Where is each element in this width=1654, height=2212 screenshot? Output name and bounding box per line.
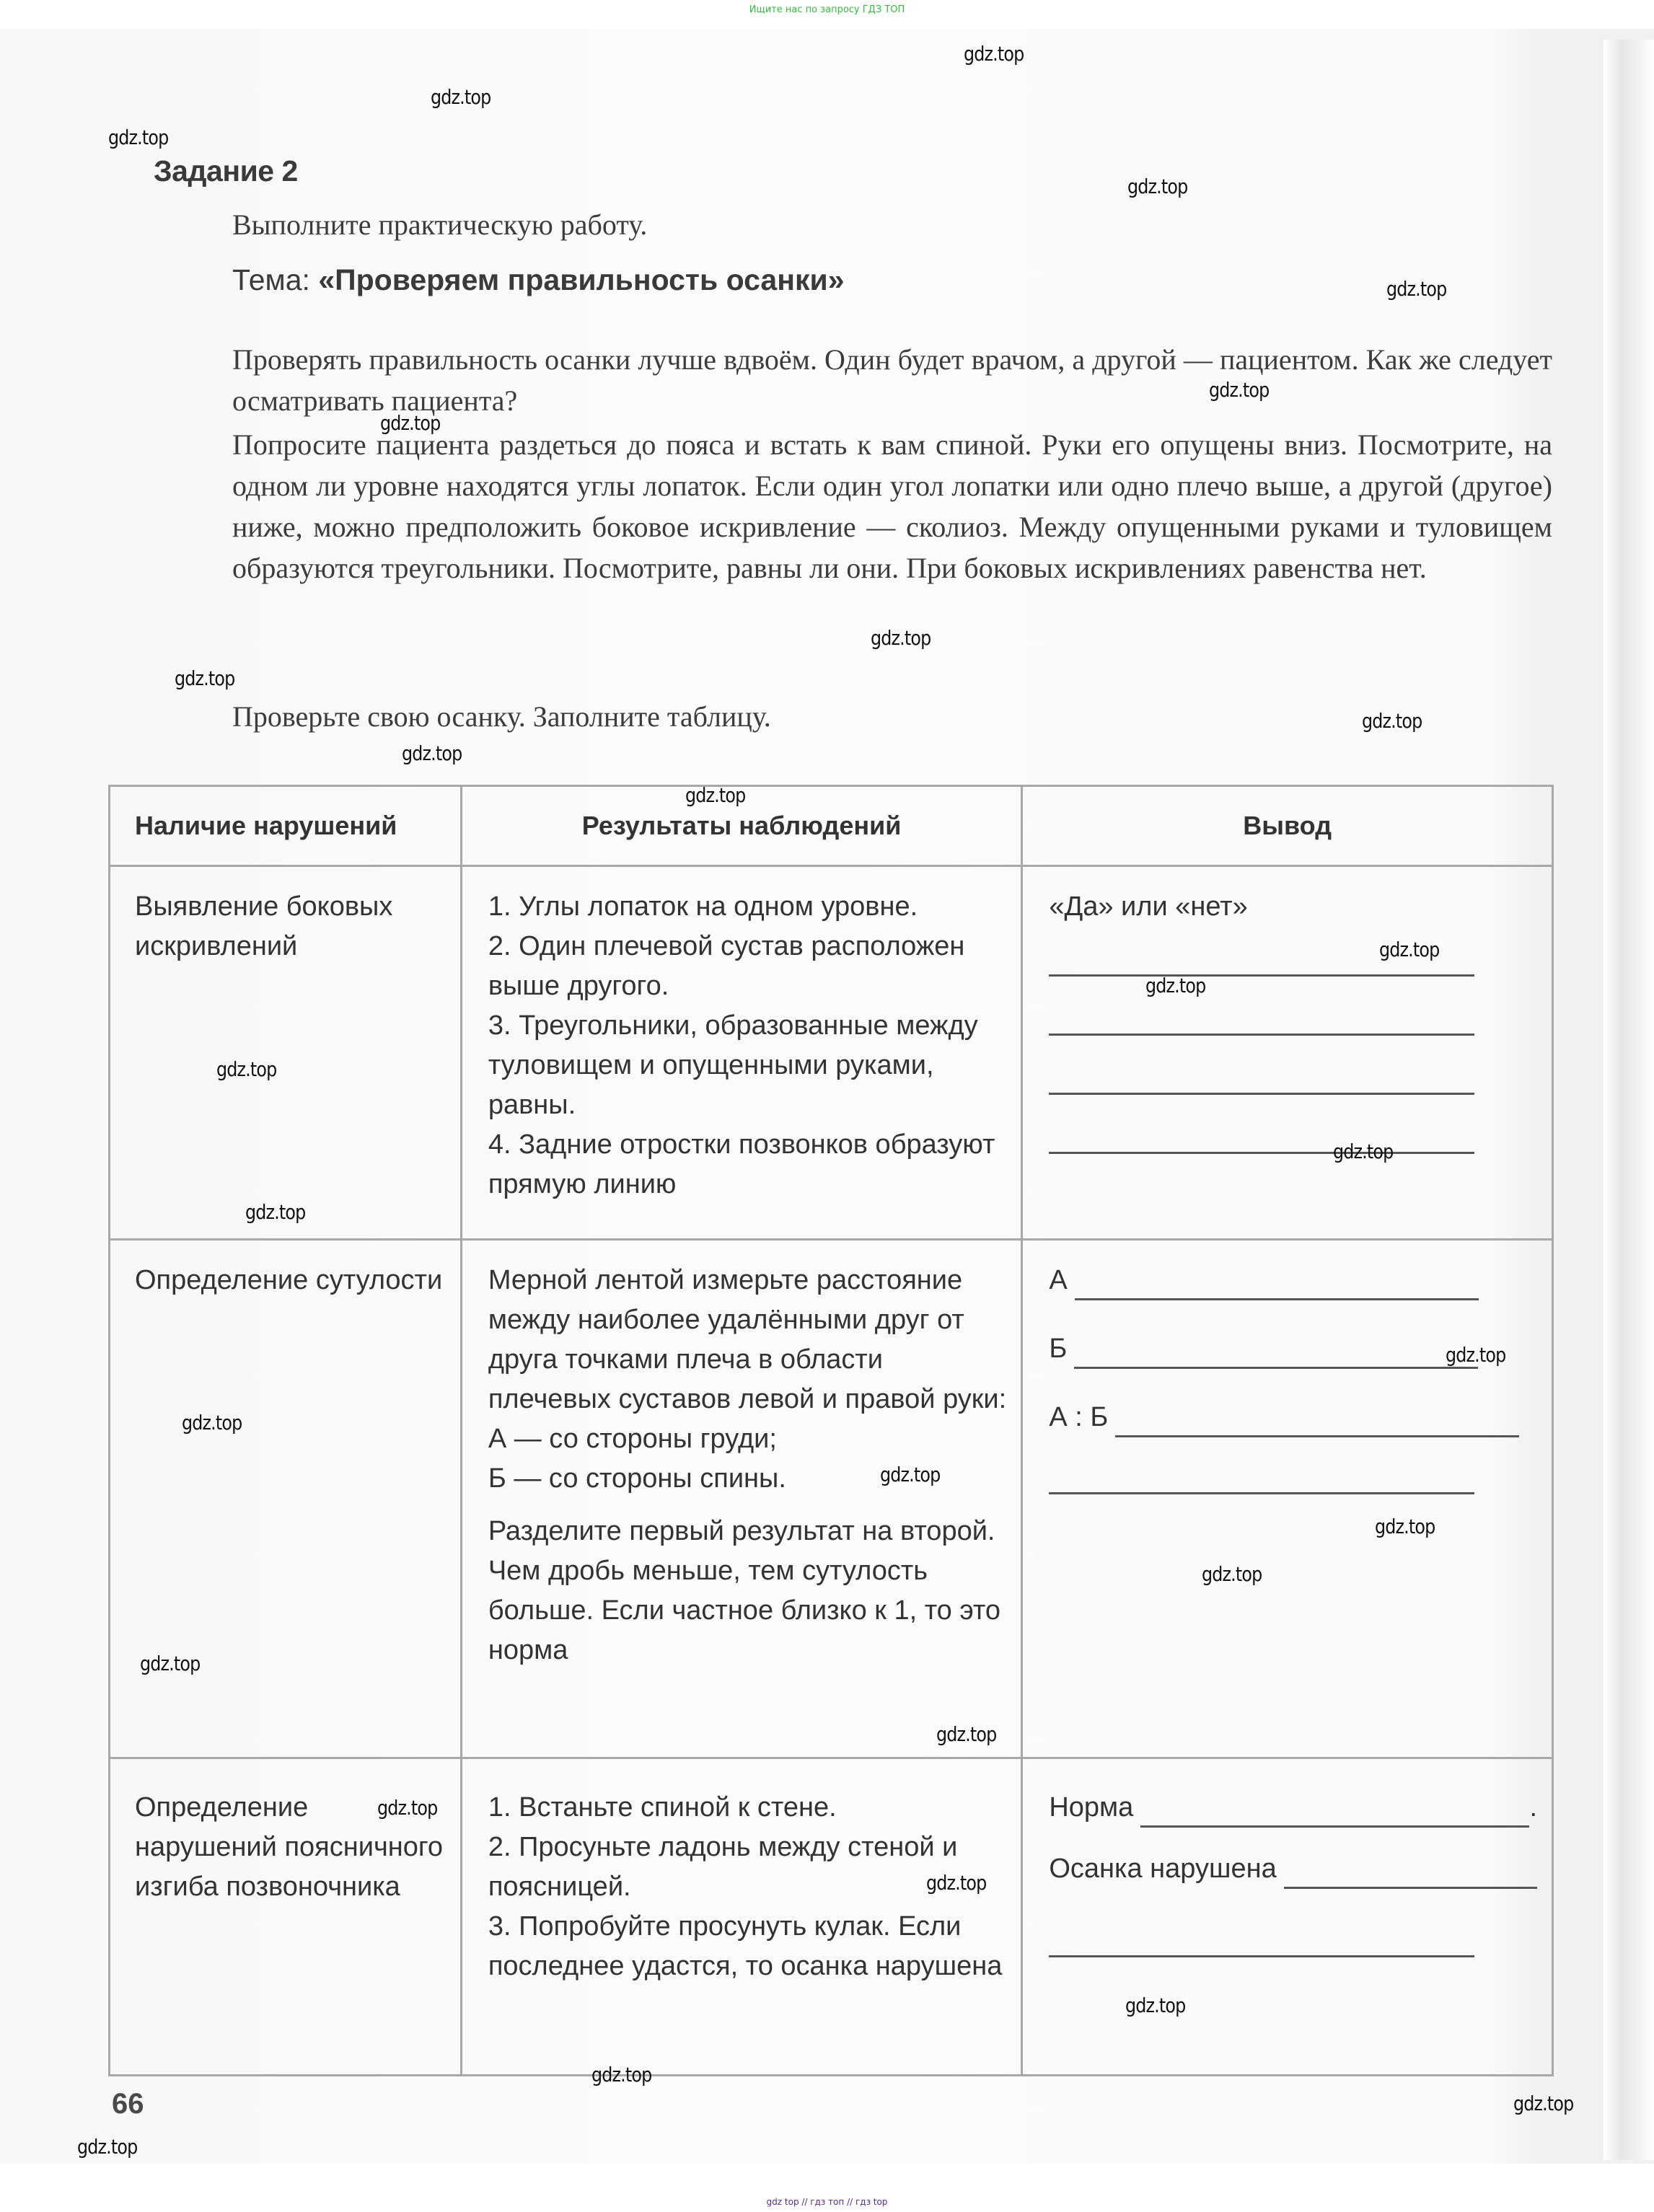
- field-a[interactable]: [1049, 1261, 1537, 1300]
- observation-item: 2. Один плечевой сустав расположен выше другого.: [488, 931, 965, 1001]
- field-ratio[interactable]: [1049, 1398, 1537, 1437]
- field-violated-label: Осанка нарушена: [1049, 1854, 1277, 1884]
- observation-item: 3. Треугольники, образованные между туловищем и опущенными руками, равны.: [488, 1010, 978, 1120]
- header-observations: Результаты наблюдений: [461, 786, 1022, 866]
- watermark: gdz.top: [1202, 1562, 1262, 1586]
- table-row: [110, 1240, 1553, 1758]
- header-violations: Наличие нарушений: [110, 786, 462, 866]
- watermark: gdz.top: [140, 1652, 201, 1675]
- watermark: gdz.top: [175, 666, 235, 690]
- watermark: gdz.top: [1446, 1343, 1506, 1367]
- watermark: gdz.top: [1513, 2092, 1574, 2115]
- table-row: [110, 866, 1553, 1240]
- field-ratio-blank[interactable]: [1115, 1406, 1519, 1437]
- watermark: gdz.top: [1375, 1515, 1435, 1538]
- observation-item: Мерной лентой измерьте расстояние между наиболее удалёнными друг от друга точками плеча в области плечевых суставов левой и правой руки:: [488, 1265, 1007, 1414]
- procedure-paragraph: Попросите пациента раздеться до пояса и встать к вам спиной. Руки его опущены вниз. Посмотрите, на одном ли уровне находятся углы лопаток. Если один угол лопатки или одно плечо выше, а другой (другое) ниже, можно предположить боковое искривление — сколиоз. Между опущенными руками и туловищем образуются треугольники. Посмотрите, равны ли они. При боковых искривлениях равенства нет.: [232, 428, 1552, 584]
- violation-cell: Выявление боковых искривлений: [110, 866, 462, 1240]
- watermark: gdz.top: [77, 2135, 138, 2159]
- violation-cell: Определение нарушений поясничного изгиба позвоночника: [110, 1758, 462, 2076]
- answer-blank-extra[interactable]: [1049, 1918, 1474, 1957]
- topic-heading: [232, 263, 845, 297]
- observation-item: 1. Углы лопаток на одном уровне.: [488, 891, 918, 922]
- watermark: gdz.top: [926, 1871, 987, 1895]
- field-norm-blank[interactable]: [1140, 1797, 1529, 1828]
- field-norm-label: Норма: [1049, 1792, 1134, 1823]
- observation-item: 3. Попробуйте просунуть кулак. Если последнее удастся, то осанка нарушена: [488, 1911, 1003, 1981]
- field-a-blank[interactable]: [1075, 1269, 1479, 1300]
- observation-item: А — со стороны груди;: [488, 1424, 777, 1454]
- watermark: gdz.top: [1362, 709, 1422, 733]
- observation-item: Разделите первый результат на второй. Чем дробь меньше, тем сутулость больше. Если частное близко к 1, то это норма: [488, 1516, 1001, 1665]
- watermark: gdz.top: [380, 411, 441, 435]
- field-norm-end: .: [1529, 1792, 1537, 1823]
- task-title: Задание 2: [154, 154, 298, 188]
- answer-blank-extra[interactable]: [1049, 1455, 1474, 1494]
- topic-label: Тема:: [232, 263, 310, 296]
- watermark: gdz.top: [964, 42, 1024, 66]
- spacer: [488, 1499, 1007, 1512]
- header-conclusion: Вывод: [1022, 786, 1553, 866]
- observation-item: 2. Просуньте ладонь между стеной и поясницей.: [488, 1832, 958, 1902]
- conclusion-cell: [1022, 866, 1553, 1240]
- watermark: gdz.top: [377, 1796, 438, 1820]
- table-instruction: Проверьте свою осанку. Заполните таблицу.: [232, 700, 771, 733]
- watermark: gdz.top: [108, 125, 169, 149]
- observations-cell: [461, 1758, 1022, 2076]
- field-violated-blank[interactable]: [1284, 1858, 1537, 1889]
- watermark: gdz.top: [431, 85, 491, 109]
- table-row: [110, 1758, 1553, 2076]
- field-b-blank[interactable]: [1074, 1338, 1478, 1369]
- watermark: gdz.top: [880, 1463, 941, 1486]
- observations-cell: [461, 866, 1022, 1240]
- watermark: gdz.top: [182, 1411, 242, 1435]
- field-ratio-label: А : Б: [1049, 1402, 1109, 1432]
- watermark: gdz.top: [245, 1200, 306, 1224]
- posture-table: [108, 785, 1554, 2076]
- page-number: 66: [112, 2088, 144, 2120]
- watermark: gdz.top: [1145, 974, 1206, 997]
- answer-blank-4[interactable]: [1049, 1114, 1474, 1154]
- observations-cell: [461, 1240, 1022, 1758]
- watermark: gdz.top: [1333, 1140, 1394, 1163]
- field-violated[interactable]: [1049, 1849, 1537, 1889]
- watermark: gdz.top: [871, 626, 931, 650]
- watermark: gdz.top: [1209, 378, 1270, 402]
- observation-item: 4. Задние отростки позвонков образуют прямую линию: [488, 1129, 995, 1199]
- table-header-row: [110, 786, 1553, 866]
- watermark: gdz.top: [1127, 175, 1188, 198]
- topic-title: «Проверяем правильность осанки»: [318, 263, 845, 296]
- watermark: gdz.top: [685, 783, 746, 807]
- conclusion-cell: [1022, 1758, 1553, 2076]
- violation-cell: Определение сутулости: [110, 1240, 462, 1758]
- watermark: gdz.top: [402, 741, 462, 765]
- field-norm[interactable]: [1049, 1788, 1537, 1828]
- watermark: gdz.top: [1125, 1993, 1186, 2017]
- field-b-label: Б: [1049, 1334, 1068, 1364]
- observation-item: Б — со стороны спины.: [488, 1463, 786, 1494]
- conclusion-hint: «Да» или «нет»: [1049, 891, 1248, 922]
- watermark: gdz.top: [1386, 277, 1447, 301]
- conclusion-cell: [1022, 1240, 1553, 1758]
- answer-blank-2[interactable]: [1049, 996, 1474, 1036]
- page-binding-shadow: [1604, 40, 1654, 2160]
- observation-item: 1. Встаньте спиной к стене.: [488, 1792, 837, 1823]
- footer-banner: gdz top // гдз топ // гдз top: [766, 2197, 888, 2207]
- intro-paragraph: Проверять правильность осанки лучше вдвоём. Один будет врачом, а другой — пациентом. Как же следует осматривать пациента?: [232, 343, 1552, 417]
- watermark: gdz.top: [936, 1722, 997, 1746]
- watermark: gdz.top: [1379, 938, 1440, 961]
- search-banner: Ищите нас по запросу ГДЗ ТОП: [749, 4, 905, 15]
- field-a-label: А: [1049, 1265, 1068, 1295]
- watermark: gdz.top: [591, 2063, 652, 2087]
- answer-blank-3[interactable]: [1049, 1055, 1474, 1095]
- watermark: gdz.top: [216, 1057, 277, 1081]
- task-instruction: Выполните практическую работу.: [232, 208, 648, 241]
